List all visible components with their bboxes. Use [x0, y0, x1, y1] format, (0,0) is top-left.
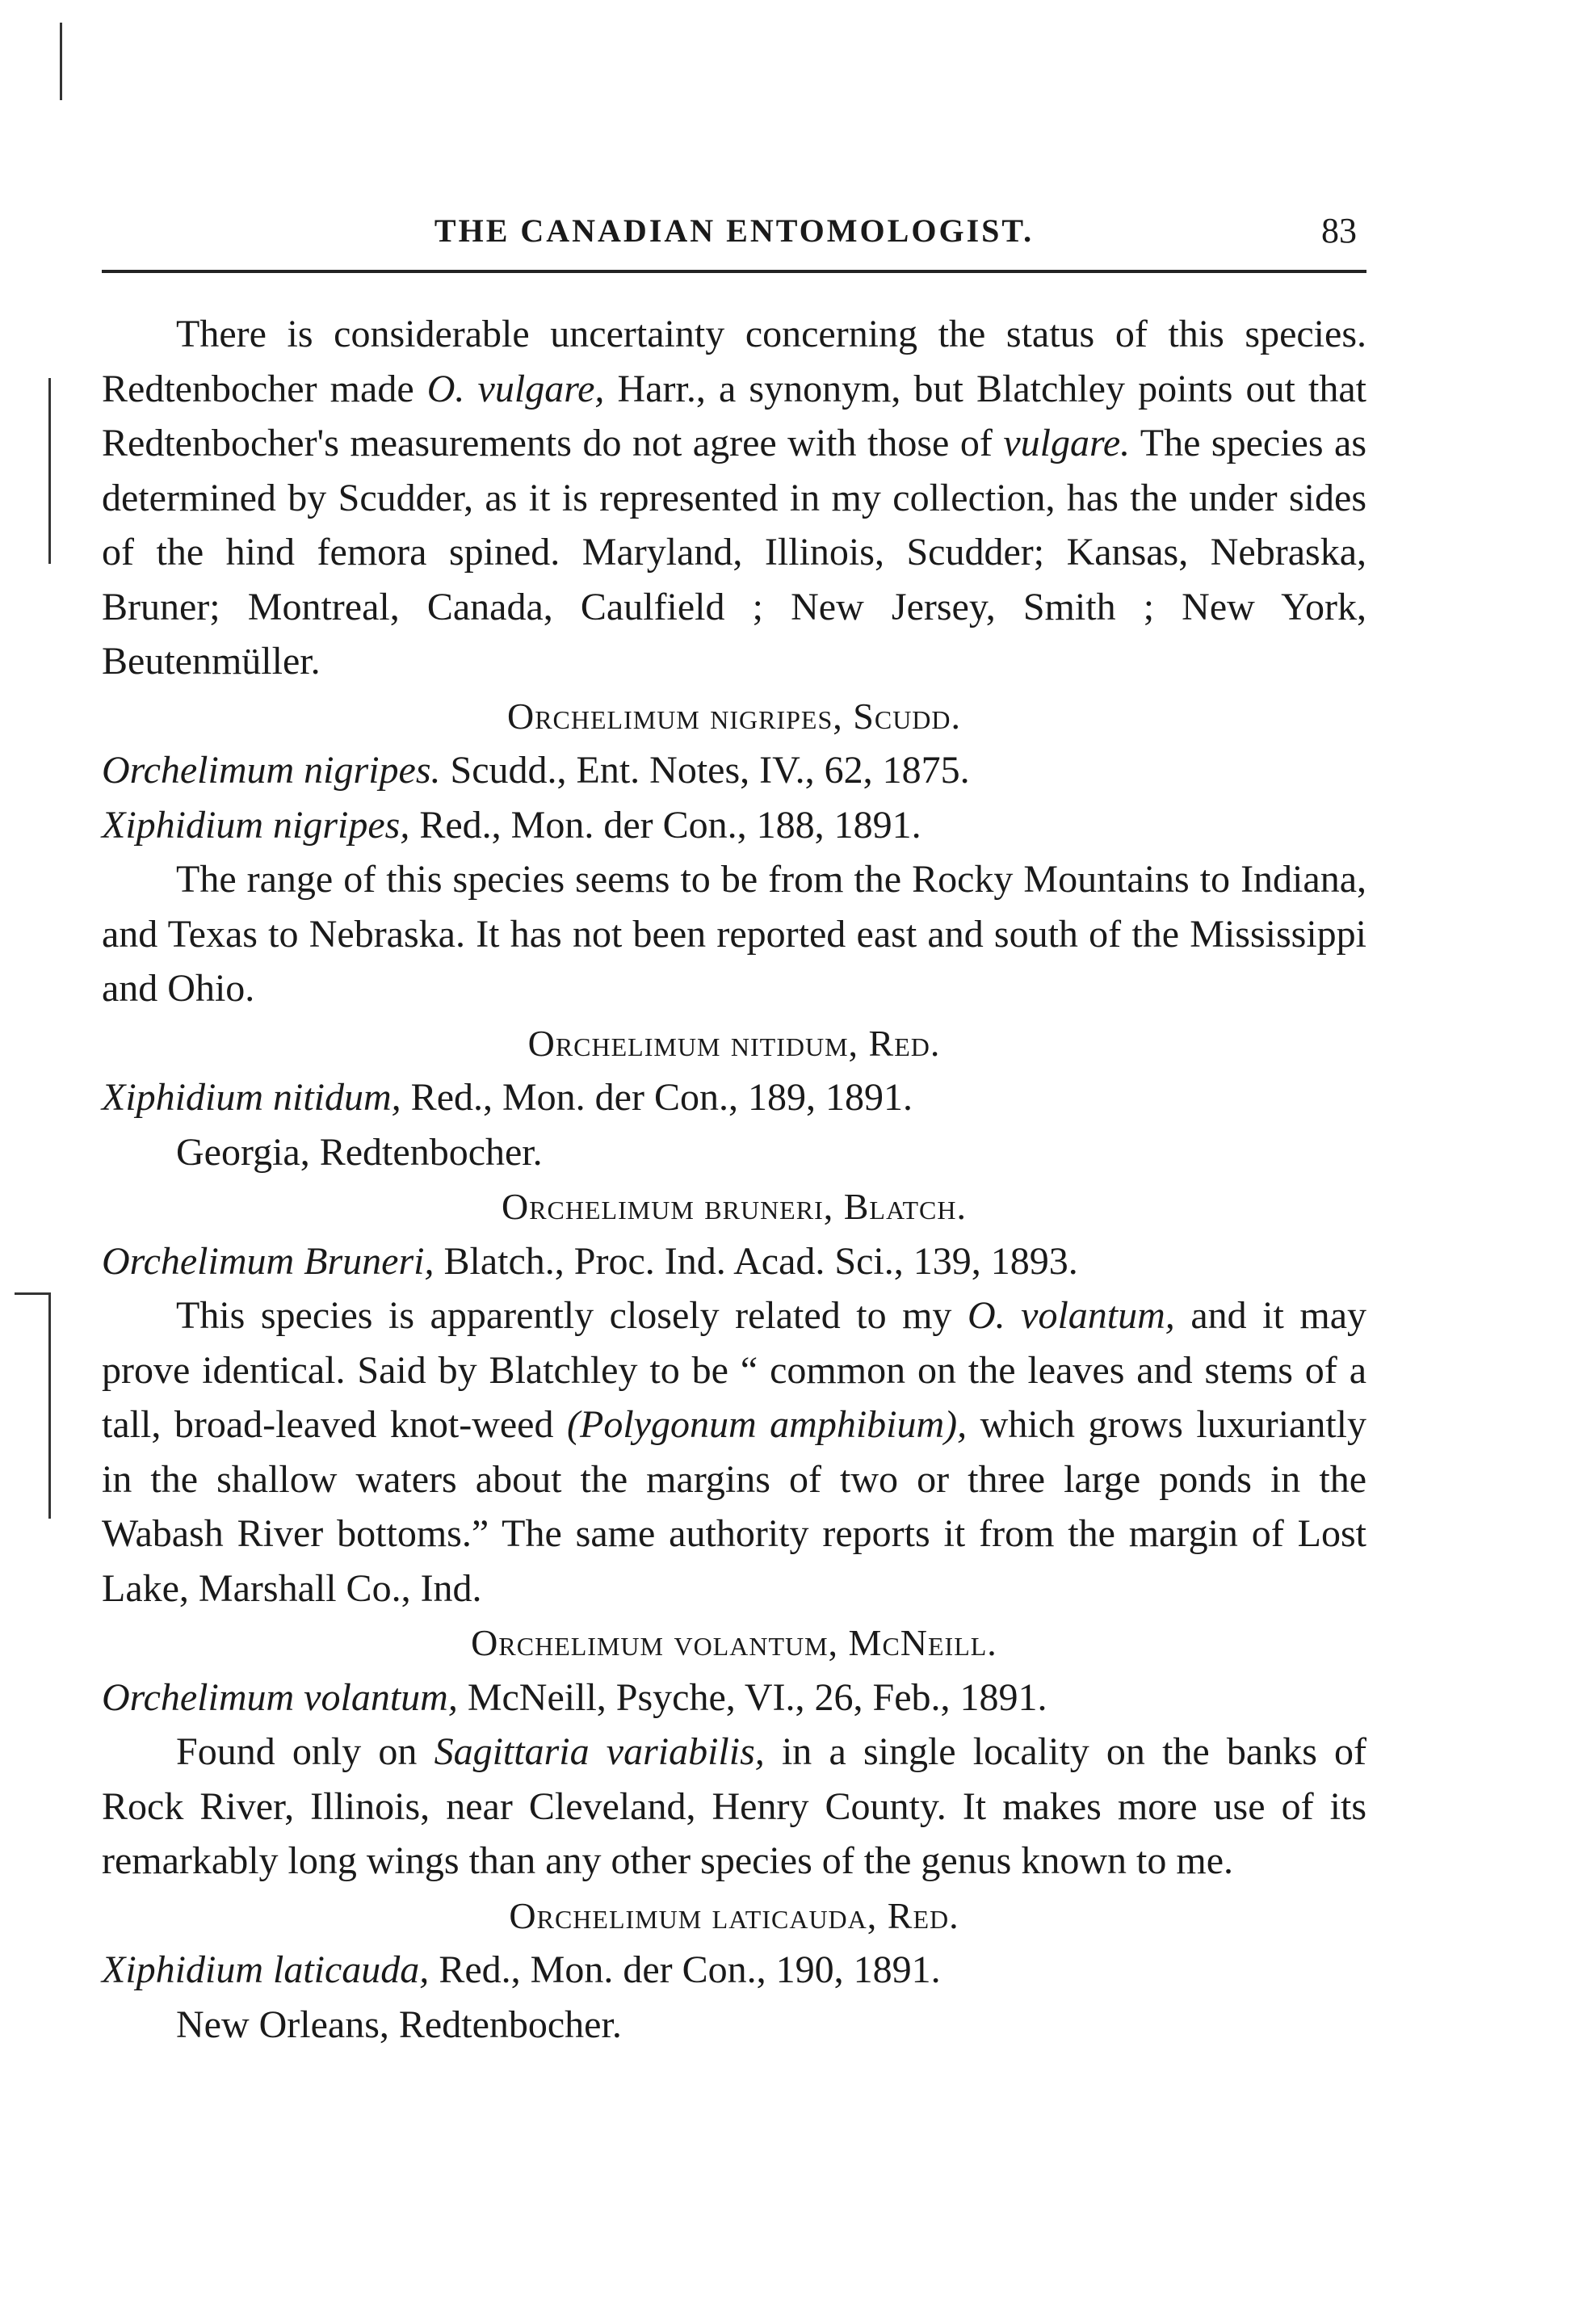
margin-mark-top — [60, 23, 62, 100]
citation-volantum-1: Orchelimum volantum, McNeill, Psyche, VI., 26, Feb., 1891. — [102, 1675, 1047, 1719]
species-heading-nigripes: Orchelimum nigripes, Scudd. — [506, 695, 962, 737]
paragraph-bruneri: This species is apparently closely related to my O. volantum, and it may prove identical. Said by Blatchley to be “ common on the leaves and stems of a tall, broad-leaved knot-weed (Polygonum amphibium), which grows luxuriantly in the shallow waters about the margins of two or three large ponds in the Wabash River bottoms.” The same authority reports it from the margin of Lost Lake, Marshall Co., Ind. — [102, 1294, 1367, 1610]
citation-bruneri-1: Orchelimum Bruneri, Blatch., Proc. Ind. Acad. Sci., 139, 1893. — [102, 1239, 1078, 1283]
page-body — [102, 307, 1366, 2052]
citation-nigripes-1: Orchelimum nigripes. Scudd., Ent. Notes, IV., 62, 1875. — [102, 749, 970, 792]
citation-laticauda-1: Xiphidium laticauda, Red., Mon. der Con., 190, 1891. — [102, 1948, 941, 1991]
intro-paragraph: There is considerable uncertainty concerning the status of this species. Redtenbocher made O. vulgare, Harr., a synonym, but Blatchley points out that Redtenbocher's measurements do not agree with those of vulgare. The species as determined by Scudder, as it is represented in my collection, has the under sides of the hind femora spined. Maryland, Illinois, Scudder; Kansas, Nebraska, Bruner; Montreal, Canada, Caulfield ; New Jersey, Smith ; New York, Beutenmüller. — [102, 313, 1366, 683]
running-title: THE CANADIAN ENTOMOLOGIST. — [434, 212, 1035, 249]
species-heading-nitidum: Orchelimum nitidum, Red. — [527, 1022, 941, 1064]
margin-mark-left-1 — [48, 378, 51, 564]
paragraph-volantum: Found only on Sagittaria variabilis, in a single locality on the banks of Rock River, Illinois, near Cleveland, Henry County. It makes more use of its remarkably long wings than any other species of the genus known to me. — [102, 1730, 1367, 1882]
citation-nitidum-1: Xiphidium nitidum, Red., Mon. der Con., 189, 1891. — [102, 1076, 913, 1119]
margin-mark-left-2 — [48, 1292, 51, 1519]
locality-laticauda: New Orleans, Redtenbocher. — [176, 2003, 622, 2046]
citation-nigripes-2: Xiphidium nigripes, Red., Mon. der Con., 188, 1891. — [102, 803, 921, 847]
header-rule — [102, 270, 1366, 273]
page-header — [102, 212, 1366, 260]
margin-mark-left-tick — [15, 1292, 50, 1295]
species-heading-volantum: Orchelimum volantum, McNeill. — [471, 1622, 997, 1663]
species-heading-bruneri: Orchelimum bruneri, Blatch. — [501, 1186, 968, 1227]
page-number: 83 — [1321, 211, 1357, 250]
species-heading-laticauda: Orchelimum laticauda, Red. — [509, 1894, 959, 1936]
paragraph-nigripes: The range of this species seems to be from the Rocky Mountains to Indiana, and Texas to Nebraska. It has not been reported east and south of the Mississippi and Ohio. — [102, 858, 1366, 1010]
locality-nitidum: Georgia, Redtenbocher. — [176, 1130, 543, 1174]
